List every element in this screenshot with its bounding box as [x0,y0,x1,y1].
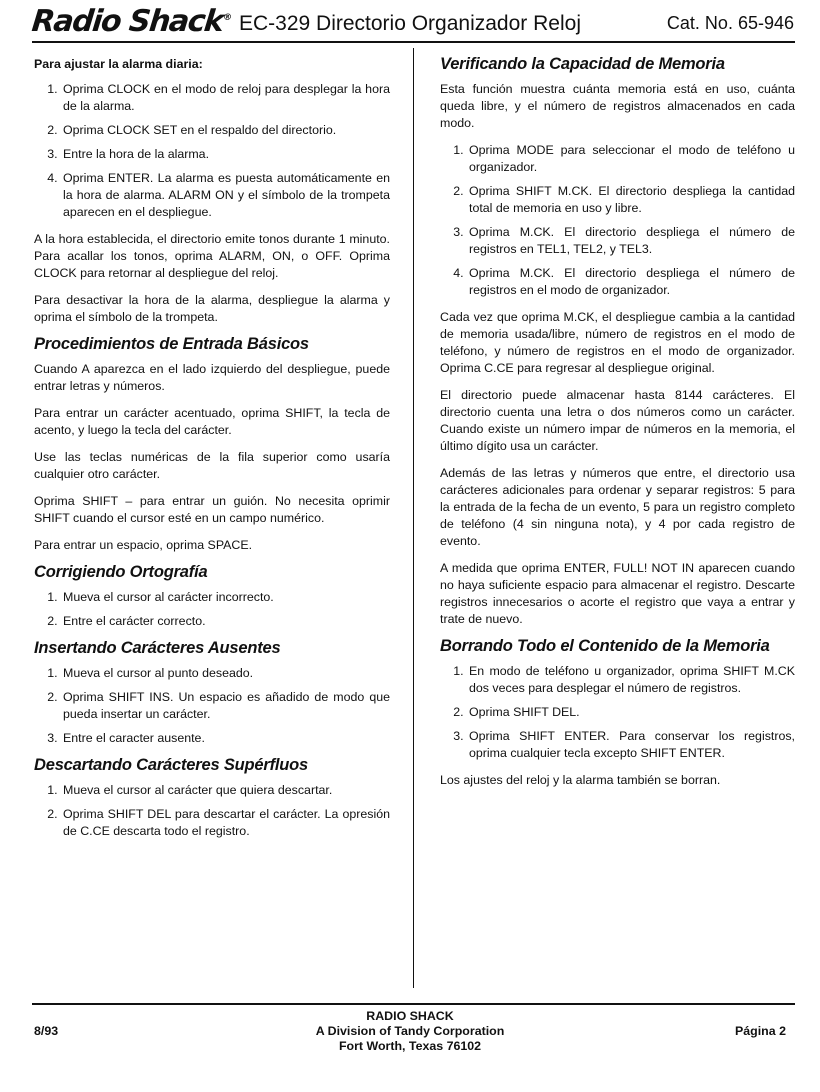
paragraph: Use las teclas numéricas de la fila superior como usaría cualquier otro carácter. [34,450,390,481]
footer-company: RADIO SHACK [366,1009,454,1023]
paragraph: El directorio puede almacenar hasta 8144 carácteres. El directorio cuenta una letra o dos números como un carácter. Cuando existe un número impar de números en la memoria, el último dígito usa un carácter. [440,388,795,453]
list-item: 2. Oprima CLOCK SET en el respaldo del directorio. [61,122,390,139]
right-column [440,56,795,799]
list-item: 4. Oprima ENTER. La alarma es puesta automáticamente en la hora de alarma. ALARM ON y el símbolo de la trompeta aparecen en el despliegue. [61,170,390,221]
list-item: 1. Oprima MODE para seleccionar el modo de teléfono u organizador. [467,142,795,176]
list-item: 2. Entre el carácter correcto. [61,613,390,630]
header-rule [32,41,795,43]
footer-address: Fort Worth, Texas 76102 [338,1039,482,1053]
radio-shack-logo [30,4,232,39]
section-heading: Descartando Carácteres Supérfluos [34,756,309,774]
list-item: 3. Entre la hora de la alarma. [61,146,390,163]
list-item: 1. Mueva el cursor al carácter que quiera descartar. [61,782,390,799]
list-item: 2. Oprima SHIFT DEL. [467,704,795,721]
footer-division: A Division of Tandy Corporation [315,1024,505,1038]
left-column [34,56,390,850]
footer-company-block [260,1009,560,1054]
erase-steps [440,663,795,762]
list-item: 2. Oprima SHIFT INS. Un espacio es añadido de modo que pueda insertar un carácter. [61,689,390,723]
alarm-heading: Para ajustar la alarma diaria: [34,57,203,71]
alarm-steps [34,81,390,221]
paragraph: Cada vez que oprima M.CK, el despliegue cambia a la cantidad de memoria usada/libre, número de registros en el modo de teléfono, y número de registros en el modo de organizador. Oprima C.CE para regresar al despliegue original. [440,310,795,375]
paragraph: Para entrar un carácter acentuado, oprima SHIFT, la tecla de acento, y luego la tecla del carácter. [34,406,390,437]
paragraph: Cuando A aparezca en el lado izquierdo del despliegue, puede entrar letras y números. [34,362,390,393]
footer-rule [32,1003,795,1005]
section-heading: Borrando Todo el Contenido de la Memoria [440,637,770,655]
catalog-number: Cat. No. 65-946 [666,13,794,33]
paragraph: Los ajustes del reloj y la alarma también se borran. [440,773,721,787]
discard-steps [34,782,390,840]
list-item: 2. Oprima SHIFT M.CK. El directorio despliega la cantidad total de memoria en uso y libre. [467,183,795,217]
section-heading: Procedimientos de Entrada Básicos [34,335,309,353]
insert-steps [34,665,390,747]
page-header [32,4,794,38]
paragraph: Además de las letras y números que entre, el directorio usa carácteres adicionales para ordenar y separar registros: 5 para la entrada de la fecha de un evento, 5 para un registro completo de teléfono (4 sin ninguna nota), y 4 por cada registro de evento. [440,466,795,548]
spelling-steps [34,589,390,630]
document-title: EC-329 Directorio Organizador Reloj [239,12,581,35]
list-item: 1. Oprima CLOCK en el modo de reloj para desplegar la hora de la alarma. [61,81,390,115]
logo-text: Radio Shack [30,4,225,39]
paragraph: Esta función muestra cuánta memoria está en uso, cuánta queda libre, y el número de registros almacenados en cada modo. [440,82,795,130]
list-item: 3. Oprima SHIFT ENTER. Para conservar los registros, oprima cualquier tecla excepto SHIFT ENTER. [467,728,795,762]
memory-steps [440,142,795,299]
paragraph: Oprima SHIFT – para entrar un guión. No necesita oprimir SHIFT cuando el cursor esté en un campo numérico. [34,494,390,525]
section-heading: Corrigiendo Ortografía [34,563,208,581]
paragraph: A medida que oprima ENTER, FULL! NOT IN aparecen cuando no haya suficiente espacio para almacenar el registro. Descarte registros innecesarios o acorte el registro que vaya a entrar y trate de nuevo. [440,561,795,626]
list-item: 3. Entre el caracter ausente. [61,730,390,747]
page-number: Página 2 [735,1024,786,1038]
list-item: 3. Oprima M.CK. El directorio despliega el número de registros en TEL1, TEL2, y TEL3. [467,224,795,258]
section-heading: Insertando Carácteres Ausentes [34,639,281,657]
paragraph: Para entrar un espacio, oprima SPACE. [34,538,253,552]
footer-date: 8/93 [34,1024,59,1038]
list-item: 2. Oprima SHIFT DEL para descartar el carácter. La opresión de C.CE descarta todo el registro. [61,806,390,840]
list-item: 1. En modo de teléfono u organizador, oprima SHIFT M.CK dos veces para desplegar el número de registros. [467,663,795,697]
paragraph: A la hora establecida, el directorio emite tonos durante 1 minuto. Para acallar los tonos, oprima ALARM, ON, o OFF. Oprima CLOCK para retornar al despliegue del reloj. [34,232,390,280]
section-heading: Verificando la Capacidad de Memoria [440,55,725,73]
column-divider [413,48,414,988]
list-item: 4. Oprima M.CK. El directorio despliega el número de registros en el modo de organizador. [467,265,795,299]
list-item: 1. Mueva el cursor al punto deseado. [61,665,390,682]
registered-mark: ® [222,13,232,23]
paragraph: Para desactivar la hora de la alarma, despliegue la alarma y oprima el símbolo de la trompeta. [34,293,390,324]
list-item: 1. Mueva el cursor al carácter incorrecto. [61,589,390,606]
